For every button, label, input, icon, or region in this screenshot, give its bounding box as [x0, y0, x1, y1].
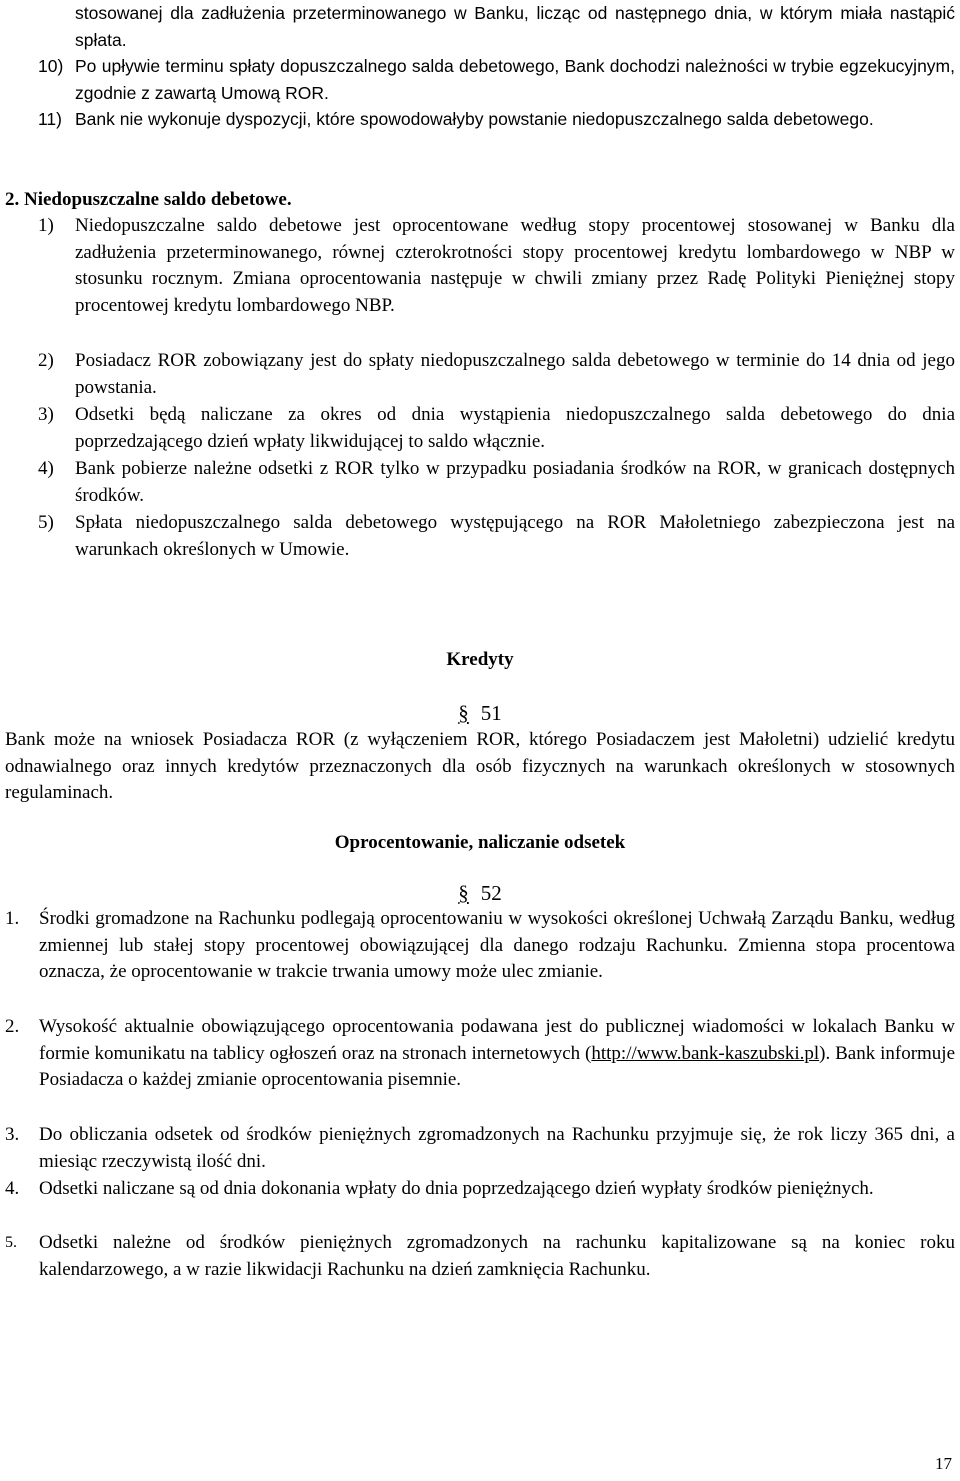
continuation-text: stosowanej dla zadłużenia przeterminowanego w Banku, licząc od następnego dnia, w którym miała nastąpić spłata.	[75, 3, 955, 50]
oprocentowanie-heading: Oprocentowanie, naliczanie odsetek	[334, 832, 626, 853]
item-text: Bank nie wykonuje dyspozycji, które spowodowałyby powstanie niedopuszczalnego salda debetowego.	[75, 109, 874, 129]
item-text: Niedopuszczalne saldo debetowe jest oprocentowane według stopy procentowej stosowanej w Banku dla zadłużenia przeterminowanego, równej czterokrotności stopy procentowej kredytu lombardowego w NBP w stosunku rocznym. Zmiana oprocentowania następuje w chwili zmiany przez Radę Polityki Pieniężnej stopy procentowej kredytu lombardowego NBP.	[75, 215, 955, 316]
paragraph-number	[0, 698, 960, 728]
item-text: Po upływie terminu spłaty dopuszczalnego salda debetowego, Bank dochodzi należności w trybie egzekucyjnym, zgodnie z zawartą Umową ROR.	[75, 56, 955, 103]
paragraph-number-value: 52	[480, 881, 502, 905]
section-sign-icon: §	[458, 701, 469, 725]
item-number: 5)	[38, 512, 54, 533]
item-text: Bank pobierze należne odsetki z ROR tylko w przypadku posiadania środków na ROR, w granicach dostępnych środków.	[75, 458, 955, 506]
section-heading: 2. Niedopuszczalne saldo debetowe.	[5, 189, 292, 210]
item-number: 3.	[5, 1124, 20, 1145]
section-sign-icon: §	[458, 881, 469, 905]
kredyty-paragraph: Bank może na wniosek Posiadacza ROR (z wyłączeniem ROR, którego Posiadaczem jest Małoletni) udzielić kredytu odnawialnego oraz innych kredytów przeznaczonych dla osób fizycznych na warunkach określonych w stosownych regulaminach.	[5, 729, 955, 803]
item-text: Odsetki naliczane są od dnia dokonania wpłaty do dnia poprzedzającego dzień wypłaty środków pieniężnych.	[39, 1178, 874, 1199]
item-number: 4)	[38, 458, 54, 479]
item-text: Środki gromadzone na Rachunku podlegają oprocentowaniu w wysokości określonej Uchwałą Zarządu Banku, według zmiennej lub stałej stopy procentowej obowiązującej dla danego rodzaju Rachunku. Zmienna stopa procentowa oznacza, że oprocentowanie w trakcie trwania umowy może ulec zmianie.	[39, 908, 955, 982]
list-item	[38, 106, 955, 133]
item-text: Odsetki należne od środków pieniężnych zgromadzonych na rachunku kapitalizowane są na koniec roku kalendarzowego, a w razie likwidacji Rachunku na dzień zamknięcia Rachunku.	[39, 1232, 955, 1280]
item-number: 5.	[5, 1234, 17, 1251]
bank-website-link[interactable]: http://www.bank-kaszubski.pl	[591, 1042, 820, 1064]
item-text: Spłata niedopuszczalnego salda debetowego występującego na ROR Małoletniego zabezpieczona jest na warunkach określonych w Umowie.	[75, 512, 955, 560]
list-item	[38, 456, 955, 509]
list-item	[5, 1176, 955, 1203]
paragraph-number	[0, 878, 960, 908]
item-number: 3)	[38, 404, 54, 425]
list-item	[5, 1122, 955, 1175]
list-item	[38, 348, 955, 401]
list-item	[38, 510, 955, 563]
item-number: 2.	[5, 1016, 20, 1037]
item-number: 4.	[5, 1178, 20, 1199]
list-item	[5, 1014, 955, 1094]
kredyty-heading: Kredyty	[446, 649, 514, 670]
list-item	[5, 906, 955, 986]
item-text: Do obliczania odsetek od środków pieniężnych zgromadzonych na Rachunku przyjmuje się, że rok liczy 365 dni, a miesiąc rzeczywistą ilość dni.	[39, 1124, 955, 1172]
item-number: 2)	[38, 350, 54, 371]
list-item	[38, 402, 955, 455]
item-text: Posiadacz ROR zobowiązany jest do spłaty niedopuszczalnego salda debetowego w terminie do 14 dnia od jego powstania.	[75, 350, 955, 398]
list-item	[38, 213, 955, 319]
item-number: 11)	[38, 109, 62, 129]
list-item	[5, 1230, 955, 1283]
item-number: 1.	[5, 908, 20, 929]
item-number: 10)	[38, 56, 64, 76]
page-number: 17	[935, 1454, 952, 1473]
item-text: Odsetki będą naliczane za okres od dnia wystąpienia niedopuszczalnego salda debetowego do dnia poprzedzającego dzień wpłaty likwidującej to saldo włącznie.	[75, 404, 955, 452]
paragraph-number-value: 51	[480, 701, 502, 725]
item-text: Wysokość aktualnie obowiązującego oprocentowania podawana jest do publicznej wiadomości w lokalach Banku w formie komunikatu na tablicy ogłoszeń oraz na stronach internetowych (http://www.bank-kaszubski.pl). Bank informuje Posiadacza o każdej zmianie oprocentowania pisemnie.	[39, 1016, 956, 1090]
item-number: 1)	[38, 215, 54, 236]
list-item	[38, 53, 955, 106]
